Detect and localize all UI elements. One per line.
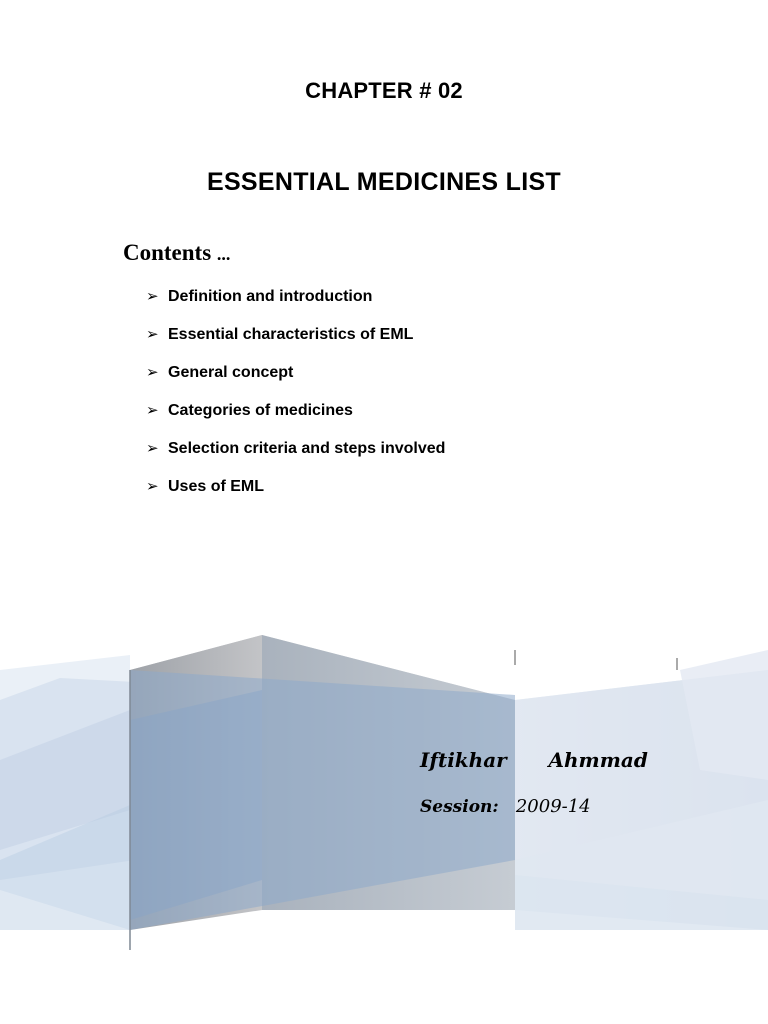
author-block xyxy=(420,748,648,817)
contents-heading-label: Contents xyxy=(123,240,212,265)
session-label: Session: xyxy=(420,797,499,817)
list-item-label: Categories of medicines xyxy=(168,402,353,419)
arrow-bullet-icon: ➢ xyxy=(146,478,159,495)
arrow-bullet-icon: ➢ xyxy=(146,364,159,381)
list-item-label: Definition and introduction xyxy=(168,288,373,305)
arrow-bullet-icon: ➢ xyxy=(146,288,159,305)
contents-list xyxy=(146,287,445,515)
session-line xyxy=(420,796,648,817)
arrow-bullet-icon: ➢ xyxy=(146,402,159,419)
arrow-bullet-icon: ➢ xyxy=(146,326,159,343)
list-item-label: Selection criteria and steps involved xyxy=(168,440,446,457)
arrow-bullet-icon: ➢ xyxy=(146,440,159,457)
list-item xyxy=(146,439,445,477)
list-item xyxy=(146,401,445,439)
list-item-label: Uses of EML xyxy=(168,478,265,495)
contents-heading-ellipsis: ... xyxy=(216,244,231,264)
author-last-name: Ahmmad xyxy=(548,748,648,772)
cover-decoration-graphic xyxy=(0,630,768,960)
session-value: 2009-14 xyxy=(515,796,591,817)
list-item-label: Essential characteristics of EML xyxy=(168,326,414,343)
list-item-label: General concept xyxy=(168,364,294,381)
contents-heading xyxy=(123,240,230,266)
document-title: ESSENTIAL MEDICINES LIST xyxy=(206,168,561,196)
author-first-name: Iftikhar xyxy=(420,748,507,772)
chapter-heading: CHAPTER # 02 xyxy=(305,78,463,103)
list-item xyxy=(146,287,445,325)
list-item xyxy=(146,363,445,401)
author-name xyxy=(420,748,648,772)
list-item xyxy=(146,477,445,515)
list-item xyxy=(146,325,445,363)
